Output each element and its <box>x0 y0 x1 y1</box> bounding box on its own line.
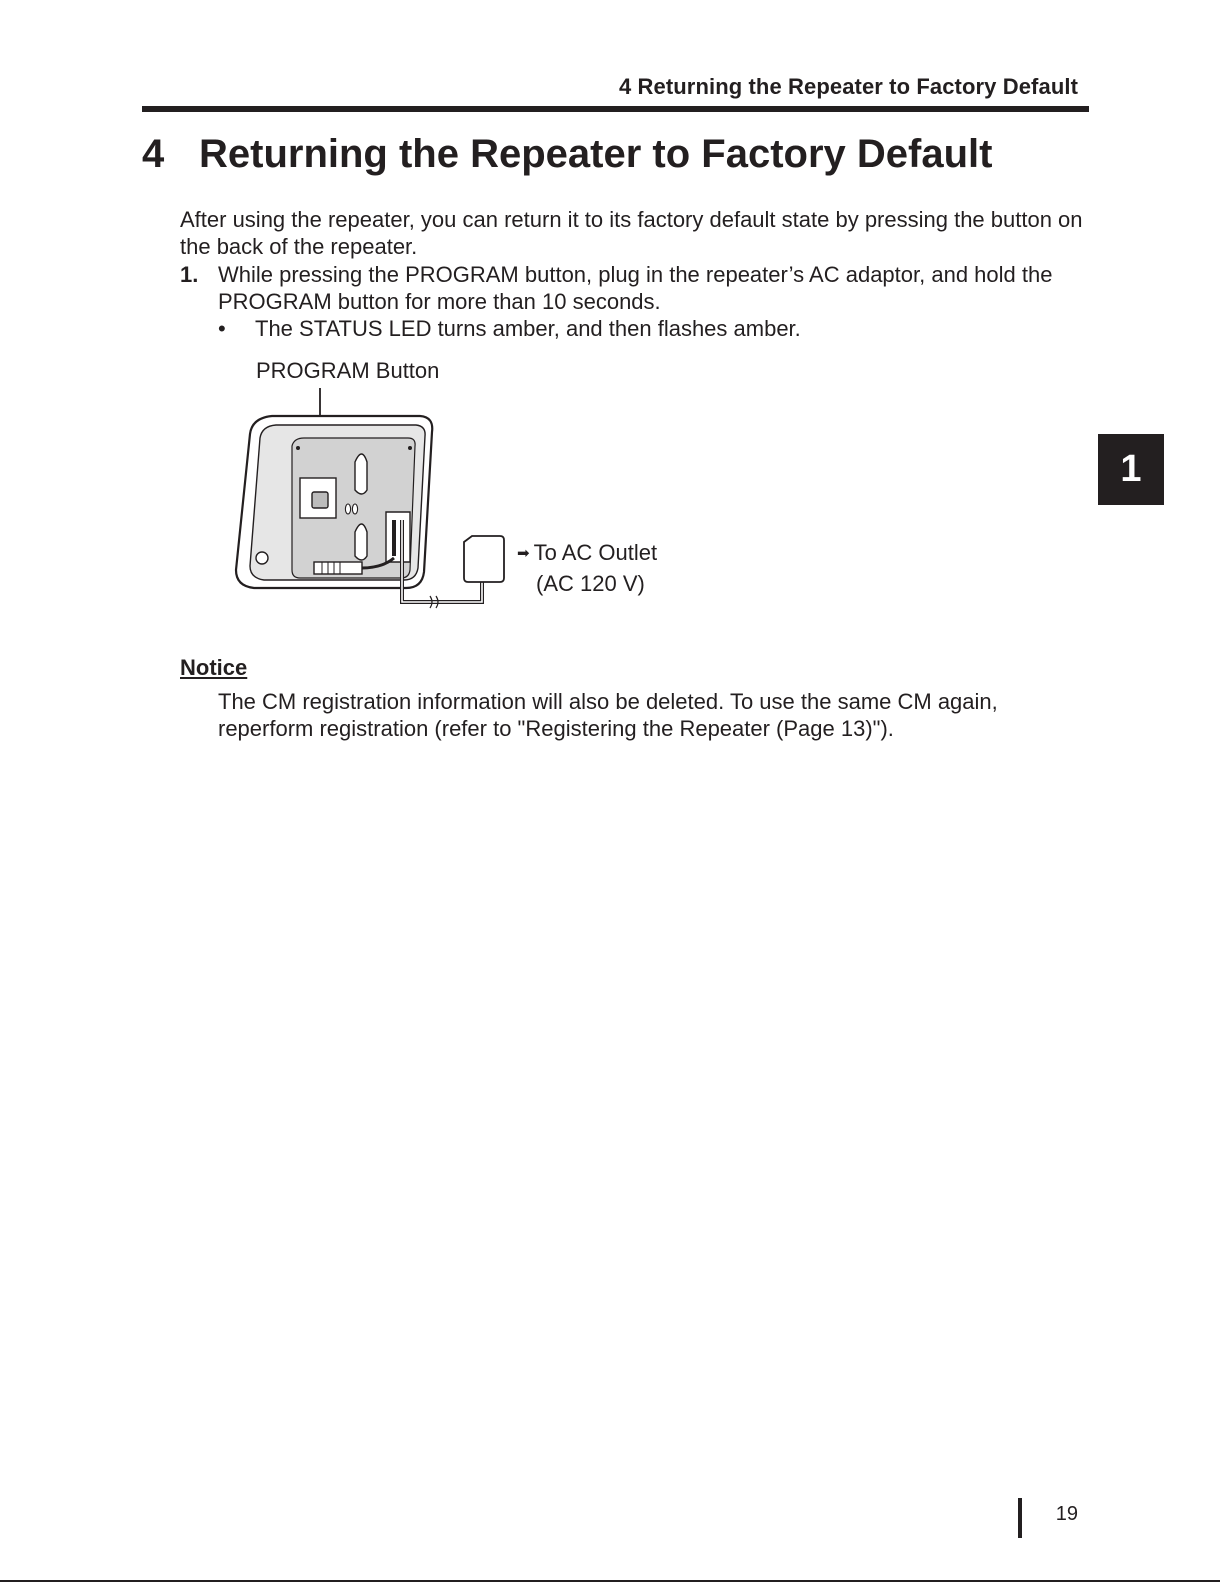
page-title <box>142 132 992 177</box>
section-title: Returning the Repeater to Factory Default <box>199 132 993 176</box>
step-number: 1. <box>180 262 199 287</box>
page-number: 19 <box>1055 1503 1078 1525</box>
bottom-rule <box>0 1580 1220 1582</box>
step-text: While pressing the PROGRAM button, plug in the repeater’s AC adaptor, and hold the PROGRAM button for more than 10 seconds. <box>218 262 1053 314</box>
arrow-right-icon: ➡ <box>517 545 530 562</box>
ac-outlet-label <box>517 538 657 599</box>
chapter-tab: 1 <box>1098 434 1164 505</box>
step-1 <box>180 261 1085 315</box>
intro-paragraph: After using the repeater, you can return it to its factory default state by pressing the button on the back of the repeater. <box>180 207 1083 259</box>
notice-heading: Notice <box>180 655 248 680</box>
program-button-label: PROGRAM Button <box>256 358 440 383</box>
ac-outlet-text: To AC Outlet <box>533 540 658 565</box>
running-header: 4 Returning the Repeater to Factory Default <box>618 74 1078 99</box>
bullet-marker: • <box>218 316 226 341</box>
notice-text: The CM registration information will also be deleted. To use the same CM again, reperform registration (refer to "Registering the Repeater (Page 13)"). <box>218 689 998 741</box>
ac-outlet-line-1 <box>517 538 657 569</box>
ac-outlet-voltage: (AC 120 V) <box>536 571 645 596</box>
section-number: 4 <box>142 132 165 176</box>
bullet-text: The STATUS LED turns amber, and then flashes amber. <box>255 316 801 341</box>
footer-bar <box>1018 1498 1022 1538</box>
header-rule <box>142 106 1089 112</box>
repeater-back-illustration <box>224 386 524 622</box>
